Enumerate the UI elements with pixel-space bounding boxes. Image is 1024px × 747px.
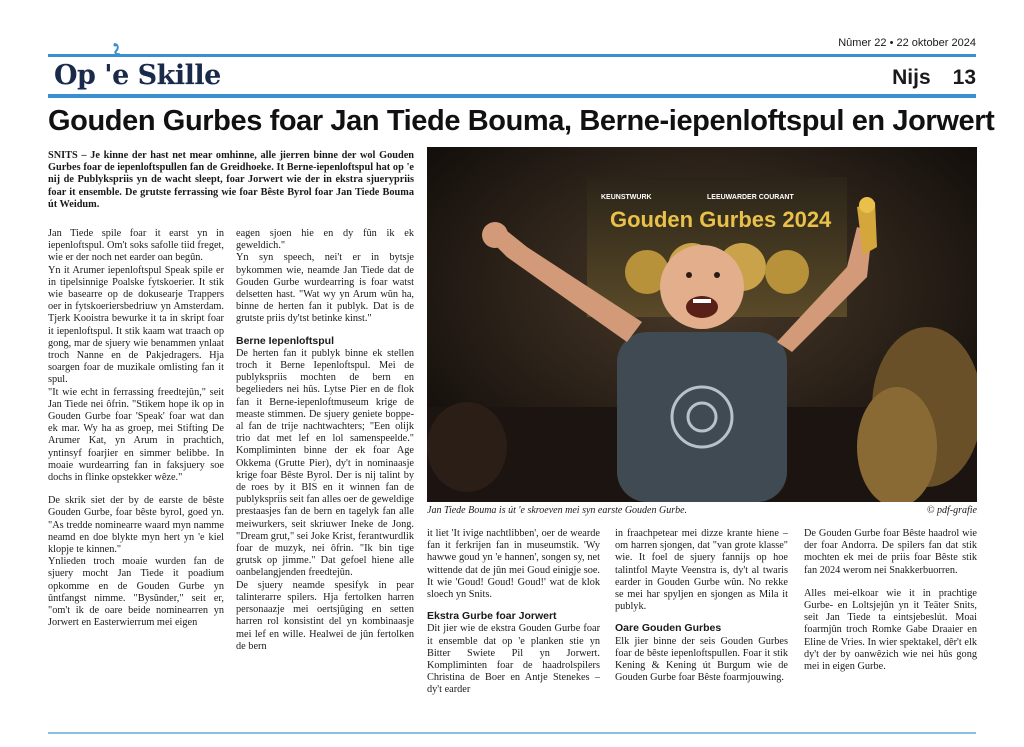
shirt [617, 332, 787, 502]
page-number: 13 [952, 66, 976, 89]
column-2 [236, 228, 414, 653]
column-4 [615, 528, 788, 684]
section-name: Nijs [892, 66, 931, 89]
paragraph: Yn syn speech, nei't er in bytsje bykommen wie, neamde Jan Tiede dat de Gouden Gurbe wurdearring is foar watst delsetten hast. "Wat wy yn Arum wûn ha, binne de herten fan it publyk. Dat is de grutste priis dy'tst betinke kinst." [236, 252, 414, 325]
paragraph: Yn it Arumer iepenloftspul Speak spile er in tipelsinnige Poalske fytskoerier. It stik wie basearre op de dokusearje Trappers oer in fytskoeriersbedriuw yn Amsterdam. Tjerk Kooistra bewurke it ta in skript foar it iepenloftspul. It stik kaam wat traach op gong, mar de sjuery wie benammen ynlaat troch Nanne en de Pakjedragers. Hja soargen foar de muzikale omlisting fan it spul. [48, 264, 224, 386]
screen-brand-right: LEEUWARDER COURANT [707, 194, 794, 201]
paragraph: in fraachpetear mei dizze krante hiene – om harren sjongen, dat "van grote klasse" wie. It foel de sjuery fannijs op hoe talintfol Mayte Veenstra is, dy't al twaris earder in Gouden Gurbe wûn. No rekke se mei har spyljen en sjongen as Mila it publyk. [615, 528, 788, 613]
footer-rule [48, 732, 976, 734]
paragraph: De herten fan it publyk binne ek stellen troch it Berne Iepenloftspul. Mei de publykspriis mochten de bern en begelieders nei hûs. Lytse Pier en de flok fan it Berne-iepenloftmuseum krige de measte stimmen. De sjuery geniete boppe-al fan de trije nachtwachters; "Een olijk trio dat met lef en lol samenspeelde." Kompliminten binne der ek foar Age Okkema (Grutte Pier), dy't in nominaasje krige foar Bêste Byrol. Der is nij talint by de roes by it BIS en it winnen fan de publykspriis seit fan alles oer de geweldige prestaasjes fan de bern en tagelyk fan alle meiwurkers, seit skriuwer Ineke de Jong. "Dream grut," sei Joke Krist, ferantwurdlik foar de muzyk, nei ôfrin. "Ik bin tige grutsk op jimme." Dat gefoel hiene alle oanbelangjenden freedtejûn. [236, 347, 414, 579]
subheading: Oare Gouden Gurbes [615, 622, 722, 635]
screen-title: Gouden Gurbes 2024 [610, 207, 832, 232]
photo-caption: Jan Tiede Bouma is út 'e skroeven mei syn earste Gouden Gurbe. [427, 505, 688, 516]
article-headline: Gouden Gurbes foar Jan Tiede Bouma, Berne-iepenloftspul en Jorwert [48, 105, 995, 137]
section-header [892, 66, 976, 90]
paragraph: De sjuery neamde spesifyk in pear talinterarre spilers. Hja fertolken harren personaazje mei oertsjûging en setten harren rol konsistint del yn kombinaasje mei lef en wille. Healwei de jûn fertolken de bern [236, 579, 414, 652]
article-photo [427, 147, 977, 502]
paragraph: Jan Tiede spile foar it earst yn in iepenloftspul. Om't soks safolle tiid freget, wie er der noch net earder oan begûn. [48, 228, 224, 264]
article-lead: SNITS – Je kinne der hast net mear omhinne, alle jierren binne der wol Gouden Gurbes foar de iepenloftspullen fan de Greidhoeke. It Berne-iepenloftspul hat op 'e nij de Publykspriis yn de wacht sleept, foar Jorwert wie der in ekstra sjuerypriis foar it ensemble. De grutste ferrassing wie foar Bêste Byrol foar Jan Tiede Bouma út Weidum. [48, 150, 414, 210]
paragraph: it liet 'It ivige nachtlibben', oer de wearde fan it ferkrijen fan in museumstik. 'Wy hawwe goud yn 'e hannen', songen sy, net wittende dat de jûn mei Goud einigje soe. It wie 'Goud! Goud! Goud!' wat de klok sloech yn Snits. [427, 528, 600, 601]
subheading: Berne Iepenloftspul [236, 334, 335, 347]
paragraph: Ynlieden troch moaie wurden fan de sjuery mocht Jan Tiede it poadium opkomme en de Gouden Gurbe yn ûntfangst nimme. "Bysûnder," seit er, "om't ik de oare beide nominearren yn Jorwert en Easterwierrum mei eigen [48, 556, 224, 629]
header-rule [48, 54, 976, 57]
subheading: Ekstra Gurbe foar Jorwert [427, 610, 557, 623]
paragraph: De skrik siet der by de earste de bêste Gouden Gurbe, foar bêste byrol, goed yn. "As tredde nominearre waard myn namme neamd en doe blykte myn hert yn 'e kiel klopje te kinnen." [48, 495, 224, 556]
paragraph: De Gouden Gurbe foar Bêste haadrol wie der foar Andorra. De spilers fan dat stik mochten ek mei de priis foar Bêste stik fan 2024 werom nei Snakkerbuorren. [804, 528, 977, 576]
paragraph: Alles mei-elkoar wie it in prachtige Gurbe- en Loltsjejûn yn it Teäter Snits, seit Jan Tiede ta eintsjebeslút. Moai foarmjûn troch Romke Gabe Draaier en Eline de Vries. In wier spektakel, dêr't elk dy't der by oanwêzich wie nei hûs gong mei in eigen Gurbe. [804, 587, 977, 673]
photo-credit: © pdf-grafie [926, 505, 977, 516]
column-5 [804, 528, 977, 673]
paragraph: eagen sjoen hie en dy fûn ik ek geweldich." [236, 228, 414, 252]
screen-brand-left: KEUNSTWURK [601, 194, 652, 201]
paragraph: Dit jier wie de ekstra Gouden Gurbe foar it ensemble dat op 'e planken stie yn Bitter Swiete Pil yn Jorwert. Kompliminten foar de haadrolspilers Christina de Boer en Antje Stenekes – dy't earder [427, 623, 600, 696]
publication-logo: Op 'e Skille [54, 60, 221, 91]
section-rule [48, 94, 976, 98]
issue-info: Nûmer 22 • 22 oktober 2024 [838, 37, 976, 49]
celebration-photo-illustration [427, 147, 977, 502]
paragraph: "It wie echt in ferrassing freedtejûn," seit Jan Tiede nei ôfrin. "Stikem hope ik op in Gouden Gurbe foar 'Speak' foar wat dan ek mar. Wy ha as groep, mei Stifting De Arumer Kat, yn Arum in prachtich, yntinsyf foarjier en simmer belibbe. In moaie wurdearring fan in faksjuery soe dochs in flinke opstekker wêze." [48, 386, 224, 484]
paragraph: Elk jier binne der seis Gouden Gurbes foar de bêste iepenloftspullen. Foar it stik Kening & Kening út Burgum wie de Gouden Gurbe foar Bêste foarmjouwing. [615, 635, 788, 684]
column-1 [48, 228, 224, 630]
column-3 [427, 528, 600, 697]
